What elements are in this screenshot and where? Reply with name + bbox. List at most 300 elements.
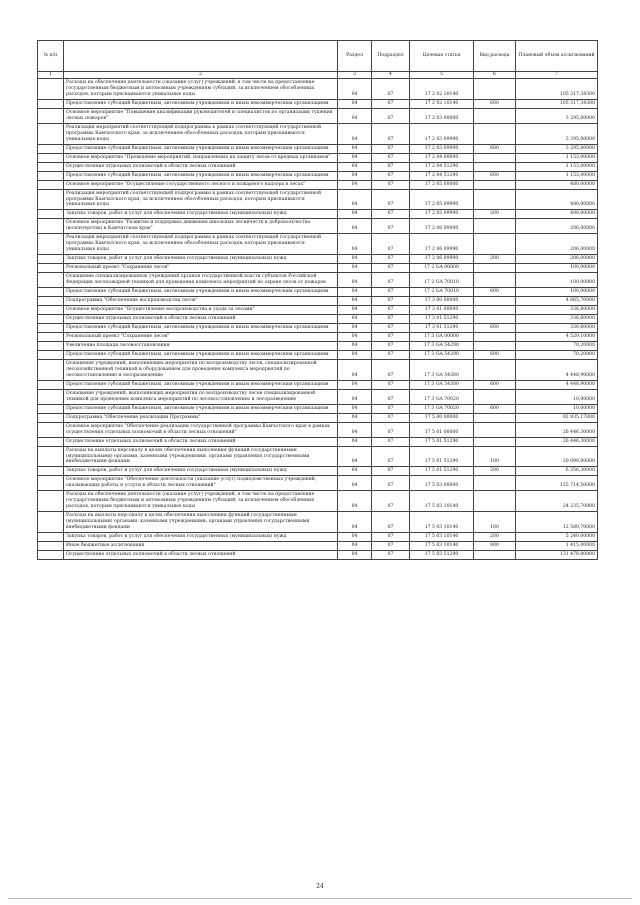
target-article-code: 17 3 01 51290 [410, 315, 474, 324]
expense-name: Предоставление субсидий бюджетным, автономным учреждениям и иным некоммерческим организациям [64, 324, 338, 333]
expense-type-code [474, 297, 516, 306]
planned-amount: 12 580,70000 [516, 512, 598, 533]
subsection-code: 07 [372, 491, 410, 512]
subsection-code: 07 [372, 446, 410, 467]
planned-amount: 336,60000 [516, 306, 598, 315]
section-code: 04 [338, 288, 372, 297]
expense-name: Реализация мероприятий соответствующей подпрограммы в рамках соответствующей государственной программы Камчатского края, за исключением обособленных расходов, которым присваиваются уникальные коды [64, 234, 338, 255]
expense-type-code [474, 491, 516, 512]
expense-type-code [474, 306, 516, 315]
expense-name: Предоставление субсидий бюджетным, автономным учреждениям и иным некоммерческим организациям [64, 144, 338, 153]
target-article-code: 17 5 03 00000 [410, 476, 474, 491]
row-number-cell [38, 476, 64, 491]
row-number-cell [38, 437, 64, 446]
subsection-code: 07 [372, 389, 410, 404]
expense-type-code [474, 78, 516, 99]
row-number-cell [38, 324, 64, 333]
target-article-code: 17 5 03 10140 [410, 533, 474, 542]
section-code: 04 [338, 467, 372, 476]
expense-name: Закупка товаров, работ и услуг для обеспечения государственных (муниципальных) нужд [64, 533, 338, 542]
subsection-code: 07 [372, 332, 410, 341]
subsection-code: 07 [372, 533, 410, 542]
column-index: 5 [410, 72, 474, 79]
section-code: 04 [338, 491, 372, 512]
section-code: 04 [338, 413, 372, 422]
expense-name: Основное мероприятие "Развитие и поддержка движения школьных лесничеств и добровольчества (волонтерства) в Камчатском крае" [64, 219, 338, 234]
section-code: 04 [338, 153, 372, 162]
subsection-code: 07 [372, 99, 410, 108]
expense-name: Закупка товаров, работ и услуг для обеспечения государственных (муниципальных) нужд [64, 255, 338, 264]
expense-type-code [474, 264, 516, 273]
table-row [38, 171, 598, 180]
table-row [38, 255, 598, 264]
row-number-cell [38, 551, 64, 560]
expense-name: Региональный проект "Сохранение лесов" [64, 332, 338, 341]
table-row [38, 551, 598, 560]
table-row [38, 350, 598, 359]
target-article-code: 17 3 01 00000 [410, 306, 474, 315]
table-row [38, 144, 598, 153]
table-row [38, 288, 598, 297]
target-article-code: 17 2 04 51290 [410, 162, 474, 171]
expense-type-code: 200 [474, 533, 516, 542]
subsection-code: 07 [372, 108, 410, 123]
expense-type-code: 200 [474, 467, 516, 476]
planned-amount: 480,00000 [516, 189, 598, 210]
expense-name: Основное мероприятие "Обеспечение реализации государственной программы Камчатского края в рамках осуществления отдельных полномочий в области лесных отношений" [64, 422, 338, 437]
row-number-cell [38, 380, 64, 389]
expense-name: Иные бюджетные ассигнования [64, 542, 338, 551]
expense-type-code [474, 219, 516, 234]
section-code: 04 [338, 123, 372, 144]
expense-type-code: 600 [474, 350, 516, 359]
expense-name: Расходы на выплаты персоналу в целях обеспечения выполнения функций государственными (муниципальными) органами, казенными учреждениями, органами управления государственными внебюджетными фондами [64, 512, 338, 533]
expense-type-code: 600 [474, 380, 516, 389]
expense-name: Расходы на выплаты персоналу в целях обеспечения выполнения функций государственными (муниципальными) органами, казенными учреждениями, органами управления государственными внебюджетными фондами [64, 446, 338, 467]
row-number-cell [38, 99, 64, 108]
section-code: 04 [338, 389, 372, 404]
expense-name: Расходы на обеспечение деятельности (оказание услуг) учреждений, в том числе на предоставление государственным бюджетным и автономным учреждениям субсидий, за исключением обособленных расходов, которым присваиваются уникальные коды [64, 491, 338, 512]
expense-type-code: 600 [474, 99, 516, 108]
expense-name: Предоставление субсидий бюджетным, автономным учреждениям и иным некоммерческим организациям [64, 380, 338, 389]
section-code: 04 [338, 99, 372, 108]
table-row [38, 189, 598, 210]
expense-type-code [474, 315, 516, 324]
subsection-code: 07 [372, 476, 410, 491]
subsection-code: 07 [372, 171, 410, 180]
expense-type-code [474, 422, 516, 437]
section-code: 04 [338, 189, 372, 210]
table-row [38, 108, 598, 123]
table-row [38, 332, 598, 341]
section-code: 04 [338, 341, 372, 350]
target-article-code: 17 5 03 10140 [410, 542, 474, 551]
table-row [38, 476, 598, 491]
subsection-code: 07 [372, 551, 410, 560]
subsection-code: 07 [372, 422, 410, 437]
expense-name: Расходы на обеспечение деятельности (оказание услуг) учреждений, в том числе на предоставление государственным бюджетным и автономным учреждениям субсидий, за исключением обособленных расходов, которым присваиваются уникальные коды [64, 78, 338, 99]
expense-type-code [474, 162, 516, 171]
row-number-cell [38, 153, 64, 162]
target-article-code: 17 5 01 00000 [410, 422, 474, 437]
column-index: 3 [338, 72, 372, 79]
subsection-code: 07 [372, 297, 410, 306]
table-row [38, 162, 598, 171]
row-number-cell [38, 315, 64, 324]
target-article-code: 17 5 00 00000 [410, 413, 474, 422]
target-article-code: 17 3 GA 54300 [410, 380, 474, 389]
row-number-cell [38, 332, 64, 341]
column-index: 4 [372, 72, 410, 79]
section-code: 04 [338, 404, 372, 413]
row-number-cell [38, 180, 64, 189]
row-number-cell [38, 533, 64, 542]
subsection-code: 07 [372, 78, 410, 99]
row-number-cell [38, 264, 64, 273]
target-article-code: 17 2 05 00000 [410, 180, 474, 189]
section-code: 04 [338, 324, 372, 333]
planned-amount: 100,00000 [516, 264, 598, 273]
expense-name: Оснащение учреждений, выполняющих мероприятия по воспроизводству лесов специализированной техникой для проведения комплекса мероприятий по лесовосстановлению и лесоразведению [64, 389, 338, 404]
expense-type-code: 600 [474, 171, 516, 180]
section-code: 04 [338, 273, 372, 288]
planned-amount: 100,00000 [516, 273, 598, 288]
subsection-code: 07 [372, 341, 410, 350]
section-code: 04 [338, 264, 372, 273]
target-article-code: 17 2 04 00000 [410, 153, 474, 162]
subsection-code: 07 [372, 255, 410, 264]
table-row [38, 491, 598, 512]
table-row [38, 264, 598, 273]
subsection-code: 07 [372, 315, 410, 324]
section-code: 04 [338, 551, 372, 560]
planned-amount: 3 295,00000 [516, 108, 598, 123]
row-number-cell [38, 123, 64, 144]
header-target-article: Целевая статья [410, 41, 474, 72]
expense-type-code: 100 [474, 446, 516, 467]
target-article-code: 17 5 03 10140 [410, 512, 474, 533]
table-row [38, 437, 598, 446]
target-article-code: 17 5 01 51290 [410, 467, 474, 476]
subsection-code: 07 [372, 350, 410, 359]
column-index: 6 [474, 72, 516, 79]
subsection-code: 07 [372, 273, 410, 288]
subsection-code: 07 [372, 512, 410, 533]
subsection-code: 07 [372, 359, 410, 380]
target-article-code: 17 2 05 09990 [410, 210, 474, 219]
expense-type-code [474, 332, 516, 341]
expense-name: Осуществление отдельных полномочий в области лесных отношений [64, 162, 338, 171]
row-number-cell [38, 306, 64, 315]
table-row [38, 123, 598, 144]
subsection-code: 07 [372, 264, 410, 273]
planned-amount: 70,20000 [516, 350, 598, 359]
target-article-code: 17 2 03 09990 [410, 123, 474, 144]
expense-type-code [474, 234, 516, 255]
table-row [38, 99, 598, 108]
subsection-code: 07 [372, 306, 410, 315]
table-row [38, 512, 598, 533]
target-article-code: 17 3 GA 00000 [410, 332, 474, 341]
section-code: 04 [338, 422, 372, 437]
planned-amount: 4 865,70000 [516, 297, 598, 306]
table-row [38, 315, 598, 324]
planned-amount: 70,20000 [516, 341, 598, 350]
section-code: 04 [338, 234, 372, 255]
row-number-cell [38, 359, 64, 380]
planned-amount: 1 153,00000 [516, 171, 598, 180]
expense-name: Основное мероприятие "Повышение квалификации руководителей и специалистов по организации тушения лесных пожаров" [64, 108, 338, 123]
row-number-cell [38, 467, 64, 476]
subsection-code: 07 [372, 210, 410, 219]
row-number-cell [38, 171, 64, 180]
section-code: 04 [338, 210, 372, 219]
planned-amount: 10,00000 [516, 404, 598, 413]
row-number-cell [38, 144, 64, 153]
column-index: 7 [516, 72, 598, 79]
target-article-code: 17 2 04 51290 [410, 171, 474, 180]
subsection-code: 07 [372, 144, 410, 153]
subsection-code: 07 [372, 542, 410, 551]
expense-name: Основное мероприятие "Осуществление воспроизводства и ухода за лесами" [64, 306, 338, 315]
expense-type-code [474, 123, 516, 144]
header-name [64, 41, 338, 72]
row-number-cell [38, 255, 64, 264]
expense-type-code [474, 359, 516, 380]
row-number-cell [38, 350, 64, 359]
target-article-code: 17 2 06 00000 [410, 219, 474, 234]
expense-type-code: 200 [474, 255, 516, 264]
target-article-code: 17 2 06 09990 [410, 255, 474, 264]
planned-amount: 336,60000 [516, 324, 598, 333]
expense-type-code: 100 [474, 512, 516, 533]
section-code: 04 [338, 476, 372, 491]
planned-amount: 206,00000 [516, 255, 598, 264]
target-article-code: 17 2 05 09990 [410, 189, 474, 210]
row-number-cell [38, 413, 64, 422]
table-row [38, 467, 598, 476]
planned-amount: 480,00000 [516, 180, 598, 189]
expense-name: Осуществление отдельных полномочий в области лесных отношений [64, 437, 338, 446]
planned-amount: 6 356,30000 [516, 467, 598, 476]
expense-name: Основное мероприятие "Осуществление государственного лесного и пожарного надзора в лесах" [64, 180, 338, 189]
subsection-code: 07 [372, 324, 410, 333]
section-code: 04 [338, 446, 372, 467]
header-razdel: Раздел [338, 41, 372, 72]
row-number-cell [38, 189, 64, 210]
expense-name: Реализация мероприятий соответствующей подпрограммы в рамках соответствующей государственной программы Камчатского края, за исключением обособленных расходов, которым присваиваются уникальные коды [64, 123, 338, 144]
planned-amount: 26 446,30000 [516, 422, 598, 437]
target-article-code: 17 5 03 10140 [410, 491, 474, 512]
row-number-cell [38, 389, 64, 404]
row-number-cell [38, 288, 64, 297]
scan-edge [8, 898, 632, 899]
target-article-code: 17 5 01 51290 [410, 437, 474, 446]
planned-amount: 10,00000 [516, 389, 598, 404]
expense-name: Региональный проект "Сохранение лесов" [64, 264, 338, 273]
expense-type-code [474, 389, 516, 404]
table-row [38, 380, 598, 389]
column-index: 1 [38, 72, 64, 79]
row-number-cell [38, 491, 64, 512]
expense-type-code [474, 341, 516, 350]
expense-name: Осуществление отдельных полномочий в области лесных отношений [64, 551, 338, 560]
expense-name: Увеличение площади лесовосстановления [64, 341, 338, 350]
subsection-code: 07 [372, 219, 410, 234]
expense-type-code [474, 551, 516, 560]
table-row [38, 404, 598, 413]
row-number-cell [38, 512, 64, 533]
expense-type-code: 600 [474, 324, 516, 333]
section-code: 04 [338, 255, 372, 264]
row-number-cell [38, 341, 64, 350]
expense-name: Предоставление субсидий бюджетным, автономным учреждениям и иным некоммерческим организациям [64, 404, 338, 413]
section-code: 04 [338, 144, 372, 153]
target-article-code: 17 2 02 10140 [410, 99, 474, 108]
planned-amount: 100,00000 [516, 288, 598, 297]
table-row [38, 389, 598, 404]
row-number-cell [38, 273, 64, 288]
expense-name: Предоставление субсидий бюджетным, автономным учреждениям и иным некоммерческим организациям [64, 350, 338, 359]
table-row [38, 210, 598, 219]
expense-type-code [474, 108, 516, 123]
planned-amount: 4 448,90000 [516, 380, 598, 389]
expense-name: Осуществление отдельных полномочий в области лесных отношений [64, 315, 338, 324]
expense-type-code: 800 [474, 542, 516, 551]
target-article-code: 17 2 03 00000 [410, 108, 474, 123]
target-article-code: 17 2 06 09990 [410, 234, 474, 255]
planned-amount: 206,00000 [516, 219, 598, 234]
table-row [38, 533, 598, 542]
row-number-cell [38, 78, 64, 99]
expense-name: Оснащение специализированных учреждений органов государственной власти субъектов Российской Федерации лесопожарной техникой для проведения комплекса мероприятий по охране лесов от пожаров [64, 273, 338, 288]
budget-table [37, 40, 598, 560]
target-article-code: 17 2 02 10140 [410, 78, 474, 99]
planned-amount: 206,00000 [516, 234, 598, 255]
section-code: 04 [338, 380, 372, 389]
page-number: 24 [316, 883, 324, 890]
planned-amount: 480,00000 [516, 210, 598, 219]
subsection-code: 07 [372, 234, 410, 255]
table-row [38, 180, 598, 189]
planned-amount: 3 295,00000 [516, 123, 598, 144]
header-podrazdel: Подраздел [372, 41, 410, 72]
column-index-row [38, 72, 598, 79]
planned-amount: 105 317,34300 [516, 78, 598, 99]
expense-type-code [474, 189, 516, 210]
table-row [38, 273, 598, 288]
expense-type-code [474, 476, 516, 491]
expense-type-code [474, 153, 516, 162]
target-article-code: 17 2 GA 00000 [410, 264, 474, 273]
expense-type-code: 600 [474, 288, 516, 297]
table-row [38, 234, 598, 255]
planned-amount: 4 529,10000 [516, 332, 598, 341]
section-code: 04 [338, 171, 372, 180]
planned-amount: 92 935,17000 [516, 413, 598, 422]
planned-amount: 131 478,80000 [516, 551, 598, 560]
expense-name: Основное мероприятие "Обеспечение деятельности (оказание услуг) подведомственных учреждений, оказывающих работы и услуги в области лесных отношений" [64, 476, 338, 491]
target-article-code: 17 3 GA 54300 [410, 359, 474, 380]
expense-type-code: 600 [474, 404, 516, 413]
section-code: 04 [338, 306, 372, 315]
subsection-code: 07 [372, 380, 410, 389]
target-article-code: 17 3 GA 70020 [410, 389, 474, 404]
table-header-row [38, 41, 598, 72]
table-row [38, 422, 598, 437]
subsection-code: 07 [372, 162, 410, 171]
section-code: 04 [338, 542, 372, 551]
expense-name: Предоставление субсидий бюджетным, автономным учреждениям и иным некоммерческим организациям [64, 171, 338, 180]
subsection-code: 07 [372, 153, 410, 162]
expense-name: Основное мероприятие "Проведение мероприятий, направленных на защиту лесов от вредных организмов" [64, 153, 338, 162]
planned-amount: 24 235,70000 [516, 491, 598, 512]
section-code: 04 [338, 437, 372, 446]
header-num: № п/п [38, 41, 64, 72]
row-number-cell [38, 219, 64, 234]
section-code: 04 [338, 180, 372, 189]
section-code: 04 [338, 359, 372, 380]
header-expense-type: Вид расхода [474, 41, 516, 72]
row-number-cell [38, 446, 64, 467]
planned-amount: 155 714,50000 [516, 476, 598, 491]
planned-amount: 105 317,34300 [516, 99, 598, 108]
expense-type-code [474, 413, 516, 422]
section-code: 04 [338, 108, 372, 123]
table-row [38, 341, 598, 350]
expense-type-code [474, 273, 516, 288]
section-code: 04 [338, 315, 372, 324]
planned-amount: 336,60000 [516, 315, 598, 324]
table-row [38, 413, 598, 422]
subsection-code: 07 [372, 288, 410, 297]
table-row [38, 446, 598, 467]
planned-amount: 1 415,00000 [516, 542, 598, 551]
subsection-code: 07 [372, 437, 410, 446]
target-article-code: 17 3 GA 54290 [410, 341, 474, 350]
target-article-code: 17 5 03 51290 [410, 551, 474, 560]
section-code: 04 [338, 350, 372, 359]
subsection-code: 07 [372, 123, 410, 144]
expense-name: Оснащение учреждений, выполняющих мероприятия по воспроизводству лесов, специализированной лесохозяйственной техникой и оборудованием для проведения комплекса мероприятий по лесовосстановлению и лесоразведению [64, 359, 338, 380]
table-row [38, 542, 598, 551]
planned-amount: 1 153,00000 [516, 162, 598, 171]
subsection-code: 07 [372, 189, 410, 210]
table-row [38, 359, 598, 380]
section-code: 04 [338, 533, 372, 542]
expense-name: Предоставление субсидий бюджетным, автономным учреждениям и иным некоммерческим организациям [64, 99, 338, 108]
expense-name: Предоставление субсидий бюджетным, автономным учреждениям и иным некоммерческим организациям [64, 288, 338, 297]
section-code: 04 [338, 332, 372, 341]
expense-type-code [474, 180, 516, 189]
subsection-code: 07 [372, 467, 410, 476]
planned-amount: 3 295,00000 [516, 144, 598, 153]
row-number-cell [38, 422, 64, 437]
expense-name: Закупка товаров, работ и услуг для обеспечения государственных (муниципальных) нужд [64, 467, 338, 476]
header-planned-amount: Плановый объем ассигнований [516, 41, 598, 72]
row-number-cell [38, 234, 64, 255]
subsection-code: 07 [372, 413, 410, 422]
target-article-code: 17 3 01 51290 [410, 324, 474, 333]
section-code: 04 [338, 512, 372, 533]
target-article-code: 17 2 03 09990 [410, 144, 474, 153]
expense-name: Закупка товаров, работ и услуг для обеспечения государственных (муниципальных) нужд [64, 210, 338, 219]
table-row [38, 78, 598, 99]
target-article-code: 17 3 GA 70020 [410, 404, 474, 413]
row-number-cell [38, 108, 64, 123]
subsection-code: 07 [372, 404, 410, 413]
table-row [38, 324, 598, 333]
